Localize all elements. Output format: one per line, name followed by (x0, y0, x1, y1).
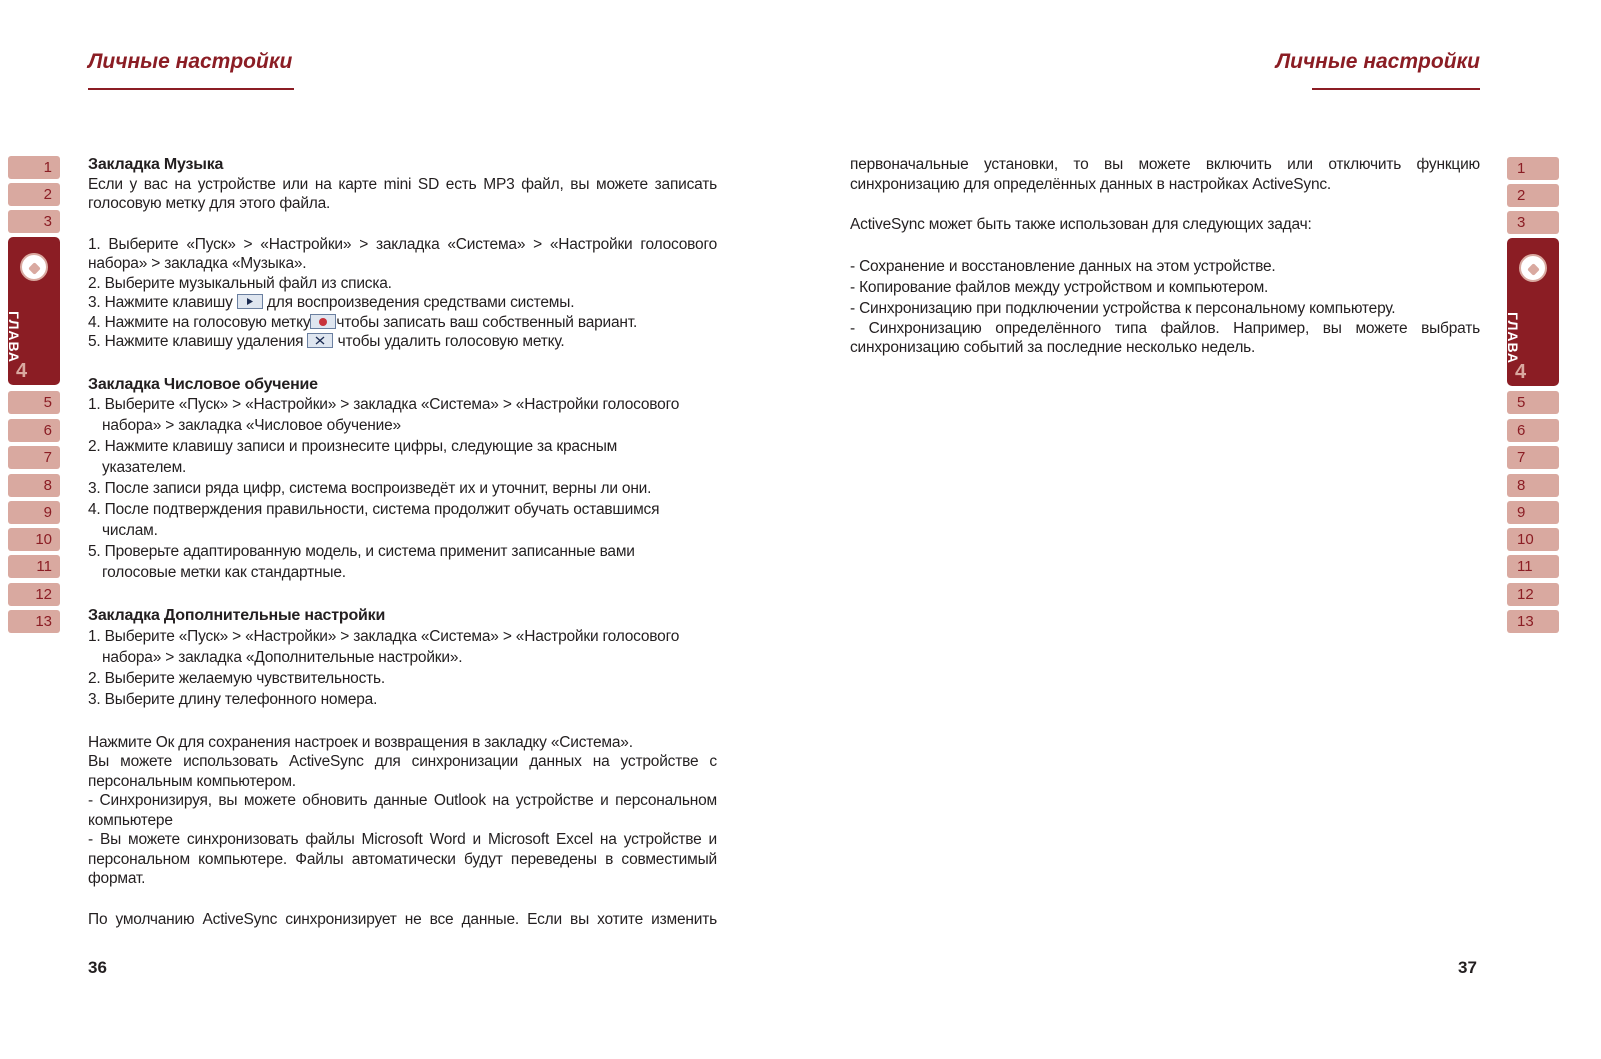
chapter-number: 4 (1515, 361, 1527, 383)
chapter-tab-13[interactable]: 13 (1507, 610, 1559, 633)
chapter-tab-7[interactable]: 7 (1507, 446, 1559, 469)
list-item: 1. Выберите «Пуск» > «Настройки» > закладка «Система» > «Настройки голосового (88, 396, 680, 413)
continue-paragraph: первоначальные установки, то вы можете включить или отключить функцию синхронизацию для определённых данных в настройках ActiveSync. (850, 156, 1480, 193)
chapter-word: ГЛАВА (6, 311, 22, 364)
music-step-5: 5. Нажмите клавишу удаления чтобы удалить голосовую метку. (88, 333, 565, 350)
chapter-tab-2[interactable]: 2 (8, 183, 60, 206)
outlook-paragraph: - Синхронизируя, вы можете обновить данные Outlook на устройстве и персональном компьютере (88, 792, 717, 829)
chapter-tab-12[interactable]: 12 (8, 583, 60, 606)
delete-icon (307, 333, 333, 348)
office-paragraph: - Вы можете синхронизовать файлы Microsoft Word и Microsoft Excel на устройстве и персональном компьютере. Файлы автоматически будут переведены в совместимый формат. (88, 831, 717, 887)
list-item: 2. Нажмите клавишу записи и произнесите цифры, следующие за красным (88, 438, 618, 455)
list-item-cont: набора» > закладка «Числовое обучение» (102, 417, 401, 434)
tasks-list (850, 256, 1480, 358)
list-item-cont: указателем. (102, 459, 187, 476)
right-running-header: Личные настройки (1275, 50, 1480, 73)
list-item: - Копирование файлов между устройством и компьютером. (850, 278, 1269, 296)
list-item: 4. После подтверждения правильности, система продолжит обучать оставшимся (88, 501, 660, 518)
ok-paragraph: Нажмите Ок для сохранения настроек и возвращения в закладку «Система». (88, 733, 633, 751)
current-chapter-tab[interactable] (8, 237, 60, 385)
list-item: 1. Выберите «Пуск» > «Настройки» > закладка «Система» > «Настройки голосового (88, 627, 680, 645)
current-chapter-tab[interactable] (1507, 238, 1559, 386)
record-icon (310, 314, 336, 329)
music-step-3: 3. Нажмите клавишу для воспроизведения средствами системы. (88, 294, 575, 311)
list-item: 3. Выберите длину телефонного номера. (88, 690, 378, 708)
list-item: 3. После записи ряда цифр, система воспроизведёт их и уточнит, верны ли они. (88, 480, 652, 497)
chapter-tab-13[interactable]: 13 (8, 610, 60, 633)
list-item-cont: числам. (102, 522, 158, 539)
chapter-tab-1[interactable]: 1 (8, 156, 60, 179)
music-heading: Закладка Музыка (88, 156, 224, 173)
list-item: - Синхронизацию при подключении устройства к персональному компьютеру. (850, 299, 1396, 317)
left-header-rule (88, 88, 294, 90)
music-step-4: 4. Нажмите на голосовую метку чтобы записать ваш собственный вариант. (88, 313, 638, 331)
music-step-2: 2. Выберите музыкальный файл из списка. (88, 274, 392, 292)
tasks-paragraph: ActiveSync может быть также использован для следующих задач: (850, 216, 1312, 233)
list-item-cont: голосовые метки как стандартные. (102, 564, 346, 581)
chapter-heart-icon (1519, 254, 1547, 282)
chapter-number: 4 (16, 360, 28, 382)
list-item: - Синхронизацию определённого типа файлов. Например, вы можете выбрать синхронизацию событий за последние несколько недель. (850, 319, 1480, 356)
chapter-tab-6[interactable]: 6 (8, 419, 60, 442)
chapter-tab-8[interactable]: 8 (8, 474, 60, 497)
chapter-tab-2[interactable]: 2 (1507, 184, 1559, 207)
list-item-cont: набора» > закладка «Дополнительные настройки». (102, 648, 463, 666)
chapter-tab-5[interactable]: 5 (1507, 391, 1559, 414)
music-step-1: 1. Выберите «Пуск» > «Настройки» > закладка «Система» > «Настройки голосового набора» > закладка «Музыка». (88, 235, 717, 272)
advanced-heading: Закладка Дополнительные настройки (88, 607, 386, 624)
left-running-header: Личные настройки (88, 50, 293, 73)
chapter-tab-3[interactable]: 3 (8, 210, 60, 233)
chapter-tab-12[interactable]: 12 (1507, 583, 1559, 606)
advanced-step-list (88, 626, 717, 710)
chapter-tab-5[interactable]: 5 (8, 391, 60, 414)
activesync-paragraph: Вы можете использовать ActiveSync для синхронизации данных на устройстве с персональным компьютером. (88, 753, 717, 790)
play-icon (237, 294, 263, 309)
left-page-number: 36 (88, 958, 107, 977)
chapter-tab-10[interactable]: 10 (1507, 528, 1559, 551)
digits-step-list (88, 394, 717, 583)
music-intro: Если у вас на устройстве или на карте mini SD есть MP3 файл, вы можете записать голосовую метку для этого файла. (88, 175, 717, 212)
right-page-body (850, 155, 1480, 358)
digits-heading: Закладка Числовое обучение (88, 375, 318, 393)
chapter-heart-icon (20, 253, 48, 281)
chapter-tab-8[interactable]: 8 (1507, 474, 1559, 497)
chapter-tab-11[interactable]: 11 (8, 555, 60, 578)
chapter-tab-6[interactable]: 6 (1507, 419, 1559, 442)
chapter-tab-9[interactable]: 9 (8, 501, 60, 524)
chapter-tab-10[interactable]: 10 (8, 528, 60, 551)
chapter-tab-9[interactable]: 9 (1507, 501, 1559, 524)
chapter-tab-3[interactable]: 3 (1507, 211, 1559, 234)
chapter-word: ГЛАВА (1505, 312, 1521, 365)
list-item: 2. Выберите желаемую чувствительность. (88, 669, 386, 687)
chapter-tab-7[interactable]: 7 (8, 446, 60, 469)
right-header-rule (1312, 88, 1480, 90)
list-item: 5. Проверьте адаптированную модель, и система применит записанные вами (88, 543, 635, 560)
left-page-body (88, 155, 717, 929)
right-page-number: 37 (1458, 958, 1477, 977)
list-item: - Сохранение и восстановление данных на этом устройстве. (850, 257, 1276, 275)
chapter-tab-1[interactable]: 1 (1507, 157, 1559, 180)
default-paragraph: По умолчанию ActiveSync синхронизирует не все данные. Если вы хотите изменить (88, 910, 717, 928)
chapter-tab-11[interactable]: 11 (1507, 555, 1559, 578)
